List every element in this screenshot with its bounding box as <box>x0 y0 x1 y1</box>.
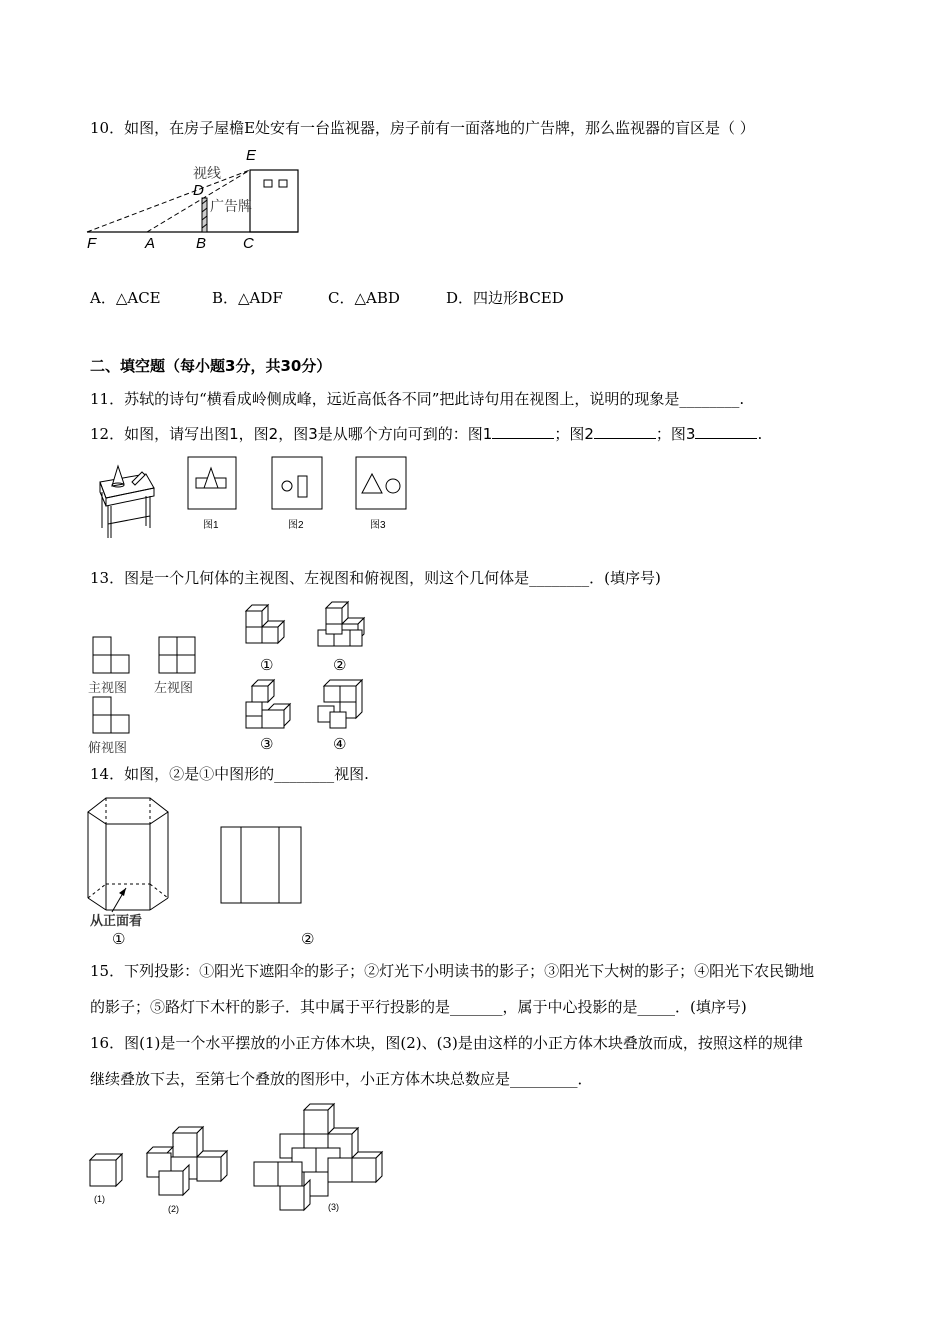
q16-line1: 16．图(1)是一个水平摆放的小正方体木块，图(2)、(3)是由这样的小正方体木块叠放而成，按照这样的规律 <box>90 1034 803 1052</box>
option-2-cubes <box>316 600 368 654</box>
point-B: B <box>196 235 207 252</box>
q11-text: 11．苏轼的诗句“横看成岭侧成峰，远近高低各不同”把此诗句用在视图上，说明的现象是________. <box>90 390 745 408</box>
q10-option-d[interactable]: D．四边形BCED <box>446 289 564 307</box>
top-view-label: 俯视图 <box>88 741 128 756</box>
section-title: 二、填空题（每小题3分，共30分） <box>90 357 332 375</box>
q12-blank-2[interactable] <box>594 424 656 439</box>
q14-label-1: ① <box>112 930 126 948</box>
front-view-result <box>220 826 302 904</box>
point-C: C <box>243 235 254 252</box>
q12-text: 12．如图，请写出图1，图2，图3是从哪个方向可到的：图1 ；图2 ；图3 . <box>90 425 763 443</box>
fig2-caption: 图2 <box>288 520 304 531</box>
point-A: A <box>145 235 156 252</box>
q15-line1: 15．下列投影：①阳光下遮阳伞的影子；②灯光下小明读书的影子；③阳光下大树的影子；④阳光下农民锄地 <box>90 962 815 980</box>
table-figure <box>88 462 158 542</box>
view-direction-label: 从正面看 <box>90 914 143 929</box>
stack-3-caption: (3) <box>328 1202 339 1212</box>
q14-stem: 14．如图，②是①中图形的________视图. <box>90 765 369 783</box>
front-view-label: 主视图 <box>88 681 128 696</box>
fig3-view <box>355 456 407 510</box>
stack-2-caption: (2) <box>168 1204 179 1214</box>
q12-blank-3[interactable] <box>695 424 757 439</box>
option-1-label[interactable]: ① <box>260 656 274 674</box>
cube-stack-2 <box>145 1125 237 1201</box>
option-1-cubes <box>244 603 290 653</box>
point-E: E <box>246 147 257 164</box>
option-4-label[interactable]: ④ <box>333 735 347 753</box>
point-D: D <box>193 182 204 199</box>
option-3-label[interactable]: ③ <box>260 735 274 753</box>
q10-option-a[interactable]: A．△ACE <box>90 289 161 307</box>
fig1-view <box>187 456 237 510</box>
left-view-label: 左视图 <box>154 681 194 696</box>
hexagonal-prism <box>86 796 176 918</box>
fig1-caption: 图1 <box>203 520 219 531</box>
q10-stem: 10．如图，在房子屋檐E处安有一台监视器，房子前有一面落地的广告牌，那么监视器的盲区是（ ） <box>90 119 755 137</box>
q12-blank-1[interactable] <box>492 424 554 439</box>
label-sightline: 视线 <box>193 166 221 182</box>
cube-stack-1 <box>88 1152 128 1192</box>
option-3-cubes <box>244 678 296 732</box>
stack-1-caption: (1) <box>94 1194 105 1204</box>
top-view-figure <box>92 696 132 736</box>
fig3-caption: 图3 <box>370 520 386 531</box>
option-4-cubes <box>316 678 368 732</box>
q15-line2: 的影子；⑤路灯下木杆的影子．其中属于平行投影的是_______，属于中心投影的是_____．(填序号) <box>90 998 747 1016</box>
q13-stem: 13．图是一个几何体的主视图、左视图和俯视图，则这个几何体是________．(填序号) <box>90 569 661 587</box>
cube-stack-3 <box>250 1102 392 1214</box>
q10-option-c[interactable]: C．△ABD <box>328 289 400 307</box>
fig2-view <box>271 456 323 510</box>
option-2-label[interactable]: ② <box>333 656 347 674</box>
left-view-figure <box>158 636 198 676</box>
q10-option-b[interactable]: B．△ADF <box>212 289 283 307</box>
q16-line2: 继续叠放下去，至第七个叠放的图形中，小正方体木块总数应是_________． <box>90 1070 593 1088</box>
q14-label-2: ② <box>301 930 315 948</box>
front-view-figure <box>92 636 132 676</box>
point-F: F <box>87 235 97 252</box>
label-billboard: 广告牌 <box>210 199 252 215</box>
